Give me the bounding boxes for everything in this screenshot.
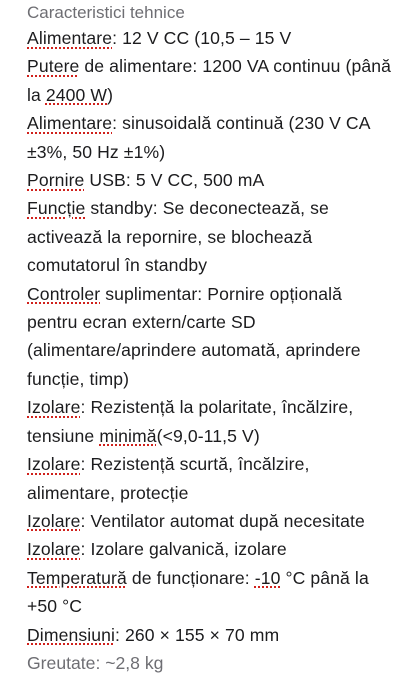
term[interactable]: Pornire [27,170,85,191]
term[interactable]: Funcție [27,198,86,219]
term[interactable]: Dimensiuni [27,624,116,645]
spec-output-wave: Alimentare: sinusoidală continuă (230 V CA ±3%, 50 Hz ±1%) [27,113,370,162]
spec-protection-2: Izolare: Rezistență scurtă, încălzire, alimentare, protecție [27,454,310,503]
spec-dimensions: Dimensiuni: 260 × 155 × 70 mm [27,624,280,645]
spec-protection-4: Izolare: Izolare galvanică, izolare [27,539,287,560]
spec-protection-1: Izolare: Rezistență la polaritate, încălzire, tensiune minimă(<9,0-11,5 V) [27,397,354,446]
spec-power-output: Putere de alimentare: 1200 VA continuu (până la 2400 W) [27,56,392,105]
term[interactable]: Izolare [27,397,81,418]
spec-power-input: Alimentare: 12 V CC (10,5 – 15 V [27,28,292,48]
term[interactable]: Izolare [27,454,81,475]
term[interactable]: Putere [27,56,80,77]
term[interactable]: Alimentare [27,28,113,48]
min-voltage[interactable]: minimă [99,425,157,446]
spec-list [27,24,396,677]
section-title: Caracteristici tehnice [27,3,185,22]
term[interactable]: Alimentare [27,113,113,134]
spec-temperature: Temperatură de funcționare: -10 °C până la +50 °C [27,567,369,617]
spec-usb: Pornire USB: 5 V CC, 500 mA [27,170,265,191]
spec-protection-3: Izolare: Ventilator automat după necesitate [27,510,365,531]
spec-weight: Greutate: ~2,8 kg [27,652,164,673]
spec-controller: Controler suplimentar: Pornire opțională pentru ecran extern/carte SD (alimentare/aprindere automată, aprindere funcție, timp) [27,283,361,389]
term[interactable]: Izolare [27,539,81,560]
spec-standby: Funcție standby: Se deconectează, se activează la repornire, se blochează comutatorul în standby [27,198,329,276]
term[interactable]: Temperatură [27,567,127,588]
term[interactable]: Controler [27,283,101,304]
min-temp[interactable]: -10 [254,567,281,588]
peak-power[interactable]: 2400 W [45,84,108,105]
term[interactable]: Izolare [27,510,81,531]
